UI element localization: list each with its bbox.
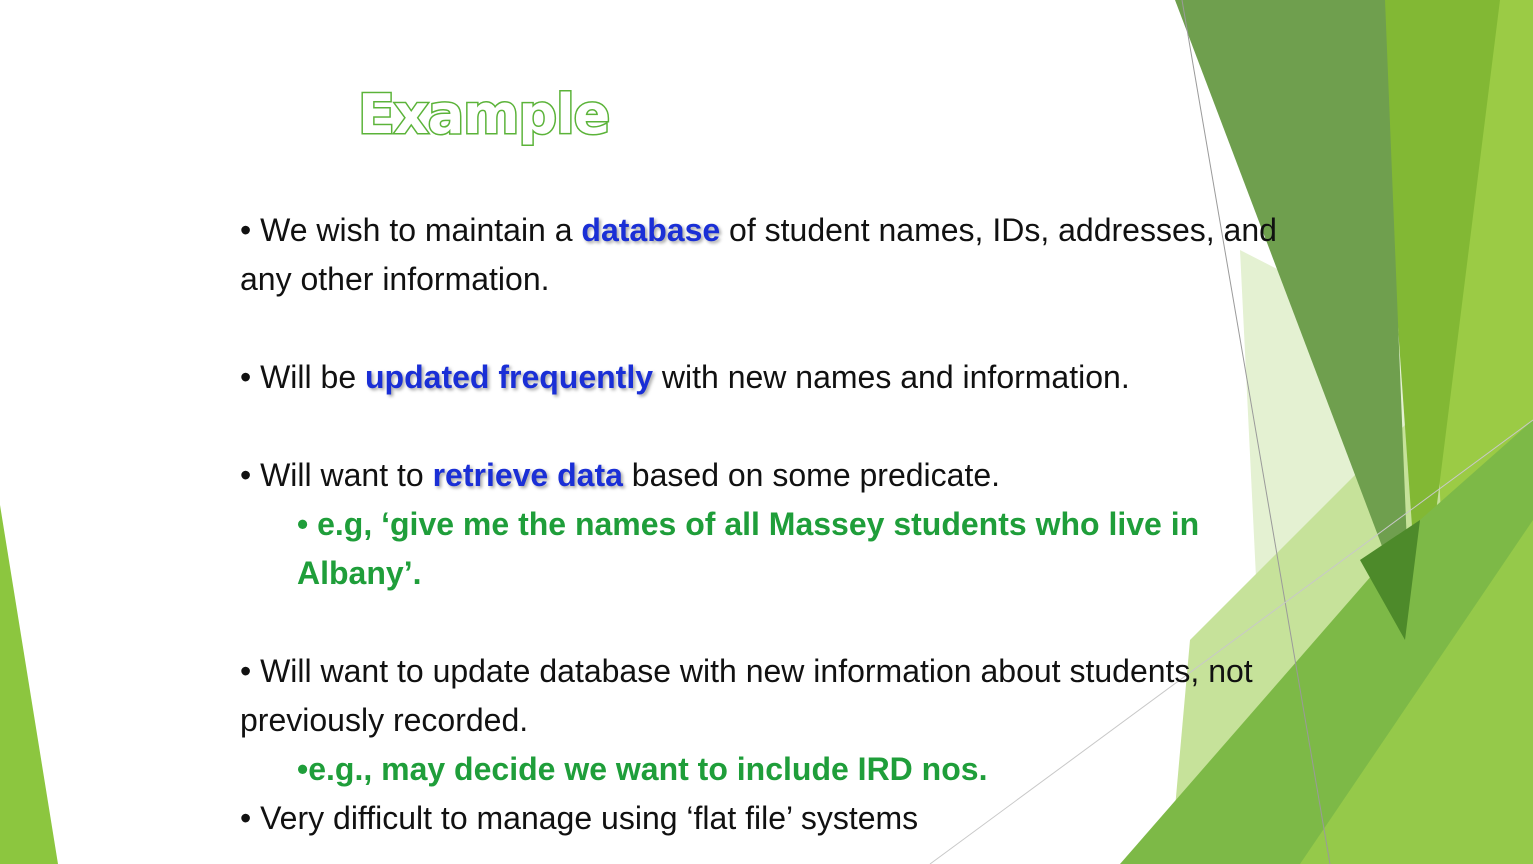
example-ird-nos: •e.g., may decide we want to include IRD nos. — [297, 751, 988, 787]
example-massey-students: • e.g, ‘give me the names of all Massey students who live in Albany’. — [297, 506, 1200, 591]
bullet-mark: • — [240, 212, 252, 248]
bullet-updated — [240, 353, 1300, 402]
highlight-retrieve-data: retrieve data — [432, 457, 623, 493]
bullet-mark: • — [240, 359, 252, 395]
bullet-text: We wish to maintain a — [251, 212, 582, 248]
bullet-mark: • — [240, 457, 252, 493]
slide-body — [240, 206, 1300, 843]
bullet-text: with new names and information. — [653, 359, 1130, 395]
bullet-text: of student names, IDs, addresses, and any other information. — [240, 212, 1277, 297]
bullet-text: based on some predicate. — [622, 457, 1001, 493]
highlight-updated-frequently: updated frequently — [365, 359, 654, 395]
bullet-flat-file: • Very difficult to manage using ‘flat file’ systems — [240, 800, 919, 836]
bullet-text: Will want to — [251, 457, 433, 493]
bullet-text: Will be — [251, 359, 365, 395]
left-green-sliver — [0, 505, 58, 864]
bullet-update-database: • Will want to update database with new information about students, not previously recorded. — [240, 653, 1253, 738]
highlight-database: database — [581, 212, 721, 248]
slide-title: Example — [358, 83, 610, 146]
bullet-database — [240, 206, 1300, 304]
bullet-retrieve — [240, 451, 1300, 500]
